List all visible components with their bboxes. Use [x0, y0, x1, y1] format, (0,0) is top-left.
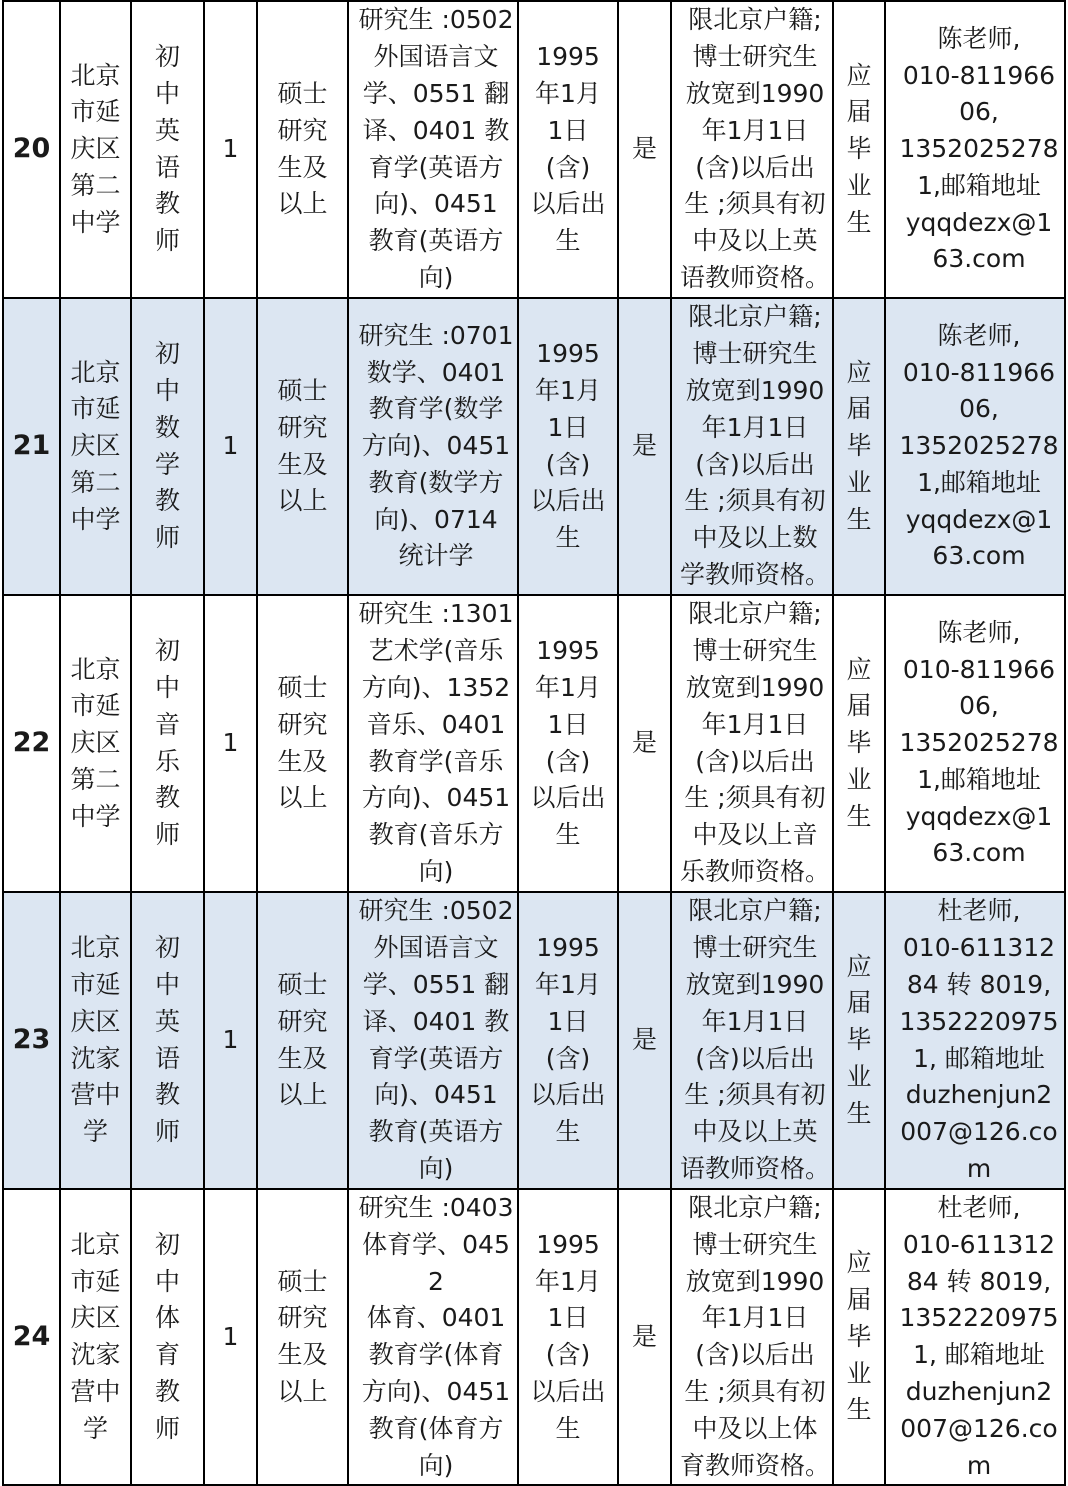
degree-cell — [257, 1, 348, 298]
beijing-cell: 是 — [618, 1189, 671, 1485]
contact-text: 陈老师, 010-811966 06, 1352025278 1,邮箱地址 yqqdezx@1 63.com — [899, 617, 1059, 868]
table-row — [3, 1189, 1065, 1485]
school-cell — [60, 298, 131, 595]
major-cell — [348, 892, 518, 1189]
requirement-text: 限北京户籍; 博士研究生 放宽到1990 年1月1日 (含)以后出 生 ;须具有初 中及以上英 语教师资格。 — [679, 5, 830, 292]
graduate-cell — [833, 892, 885, 1189]
recruitment-table — [2, 0, 1066, 1486]
requirement-text: 限北京户籍; 博士研究生 放宽到1990 年1月1日 (含)以后出 生 ;须具有初 中及以上音 乐教师资格。 — [679, 599, 830, 886]
major-cell — [348, 1, 518, 298]
birth-cell — [518, 892, 618, 1189]
graduate-cell — [833, 595, 885, 892]
graduate-text: 应 届 毕 业 生 — [846, 951, 872, 1128]
requirement-cell — [671, 298, 833, 595]
degree-cell — [257, 595, 348, 892]
position-name: 初 中 音 乐 教 师 — [154, 636, 180, 850]
major-cell — [348, 595, 518, 892]
row-number: 23 — [3, 892, 60, 1189]
birth-text: 1995 年1月 1日 (含) 以后出 生 — [530, 1229, 606, 1443]
major-text: 研究生 :0701 数学、0401 教育学(数学 方向)、0451 教育(数学方 向)、0714 统计学 — [358, 320, 514, 571]
position-cell — [131, 892, 204, 1189]
contact-text: 杜老师, 010-611312 84 转 8019, 1352220975 1, 邮箱地址 duzhenjun2 007@126.co m — [899, 896, 1059, 1183]
contact-text: 陈老师, 010-811966 06, 1352025278 1,邮箱地址 yqqdezx@1 63.com — [899, 23, 1059, 274]
beijing-cell: 是 — [618, 298, 671, 595]
row-number: 24 — [3, 1189, 60, 1485]
position-cell — [131, 1189, 204, 1485]
row-number: 22 — [3, 595, 60, 892]
graduate-cell — [833, 298, 885, 595]
requirement-cell — [671, 892, 833, 1189]
degree-cell — [257, 298, 348, 595]
contact-cell — [885, 1, 1065, 298]
position-cell — [131, 298, 204, 595]
birth-text: 1995 年1月 1日 (含) 以后出 生 — [530, 933, 606, 1147]
degree-text: 硕士 研究 生及 以上 — [277, 672, 328, 813]
table-body — [3, 1, 1065, 1485]
beijing-cell: 是 — [618, 892, 671, 1189]
requirement-text: 限北京户籍; 博士研究生 放宽到1990 年1月1日 (含)以后出 生 ;须具有初 中及以上数 学教师资格。 — [679, 302, 830, 589]
school-name: 北京 市延 庆区 第二 中学 — [70, 654, 121, 831]
major-text: 研究生 :1301 艺术学(音乐 方向)、1352 音乐、0401 教育学(音乐 方向)、0451 教育(音乐方 向) — [358, 599, 514, 886]
requirement-cell — [671, 1189, 833, 1485]
birth-cell — [518, 1, 618, 298]
row-number: 21 — [3, 298, 60, 595]
school-name: 北京 市延 庆区 沈家 营中 学 — [70, 1229, 121, 1443]
degree-text: 硕士 研究 生及 以上 — [277, 1266, 328, 1406]
position-cell — [131, 595, 204, 892]
birth-text: 1995 年1月 1日 (含) 以后出 生 — [530, 339, 606, 553]
requirement-text: 限北京户籍; 博士研究生 放宽到1990 年1月1日 (含)以后出 生 ;须具有初 中及以上英 语教师资格。 — [679, 896, 830, 1183]
headcount-cell: 1 — [204, 892, 257, 1189]
table-row — [3, 892, 1065, 1189]
school-cell — [60, 595, 131, 892]
position-name: 初 中 英 语 教 师 — [154, 933, 180, 1147]
contact-text: 杜老师, 010-611312 84 转 8019, 1352220975 1, 邮箱地址 duzhenjun2 007@126.co m — [899, 1193, 1059, 1480]
headcount-cell: 1 — [204, 595, 257, 892]
degree-cell — [257, 1189, 348, 1485]
requirement-text: 限北京户籍; 博士研究生 放宽到1990 年1月1日 (含)以后出 生 ;须具有初 中及以上体 育教师资格。 — [679, 1193, 830, 1480]
major-text: 研究生 :0502 外国语言文 学、0551 翻 译、0401 教 育学(英语方 向)、0451 教育(英语方 向) — [358, 5, 514, 292]
school-name: 北京 市延 庆区 第二 中学 — [70, 357, 121, 534]
headcount-cell: 1 — [204, 1189, 257, 1485]
contact-cell — [885, 892, 1065, 1189]
birth-text: 1995 年1月 1日 (含) 以后出 生 — [530, 636, 606, 850]
position-cell — [131, 1, 204, 298]
table-row — [3, 595, 1065, 892]
birth-cell — [518, 298, 618, 595]
graduate-text: 应 届 毕 业 生 — [846, 60, 872, 237]
graduate-cell — [833, 1189, 885, 1485]
degree-text: 硕士 研究 生及 以上 — [277, 375, 328, 516]
degree-text: 硕士 研究 生及 以上 — [277, 969, 328, 1110]
graduate-text: 应 届 毕 业 生 — [846, 1248, 872, 1425]
school-name: 北京 市延 庆区 沈家 营中 学 — [70, 933, 121, 1147]
school-cell — [60, 1, 131, 298]
birth-cell — [518, 595, 618, 892]
table-row — [3, 298, 1065, 595]
position-name: 初 中 体 育 教 师 — [154, 1229, 180, 1443]
contact-cell — [885, 298, 1065, 595]
contact-cell — [885, 1189, 1065, 1485]
beijing-cell: 是 — [618, 595, 671, 892]
position-name: 初 中 数 学 教 师 — [154, 339, 180, 553]
contact-text: 陈老师, 010-811966 06, 1352025278 1,邮箱地址 yqqdezx@1 63.com — [899, 320, 1059, 571]
graduate-cell — [833, 1, 885, 298]
table-row — [3, 1, 1065, 298]
position-name: 初 中 英 语 教 师 — [154, 42, 180, 256]
contact-cell — [885, 595, 1065, 892]
birth-text: 1995 年1月 1日 (含) 以后出 生 — [530, 42, 606, 256]
requirement-cell — [671, 1, 833, 298]
school-cell — [60, 892, 131, 1189]
headcount-cell: 1 — [204, 298, 257, 595]
school-name: 北京 市延 庆区 第二 中学 — [70, 60, 121, 237]
row-number: 20 — [3, 1, 60, 298]
major-text: 研究生 :0403 体育学、0452 体育、0401 教育学(体育 方向)、0451 教育(体育方 向) — [358, 1193, 514, 1480]
major-cell — [348, 1189, 518, 1485]
headcount-cell: 1 — [204, 1, 257, 298]
degree-cell — [257, 892, 348, 1189]
major-cell — [348, 298, 518, 595]
major-text: 研究生 :0502 外国语言文 学、0551 翻 译、0401 教 育学(英语方 向)、0451 教育(英语方 向) — [358, 896, 514, 1183]
graduate-text: 应 届 毕 业 生 — [846, 654, 872, 831]
degree-text: 硕士 研究 生及 以上 — [277, 78, 328, 219]
school-cell — [60, 1189, 131, 1485]
birth-cell — [518, 1189, 618, 1485]
requirement-cell — [671, 595, 833, 892]
beijing-cell: 是 — [618, 1, 671, 298]
graduate-text: 应 届 毕 业 生 — [846, 357, 872, 534]
